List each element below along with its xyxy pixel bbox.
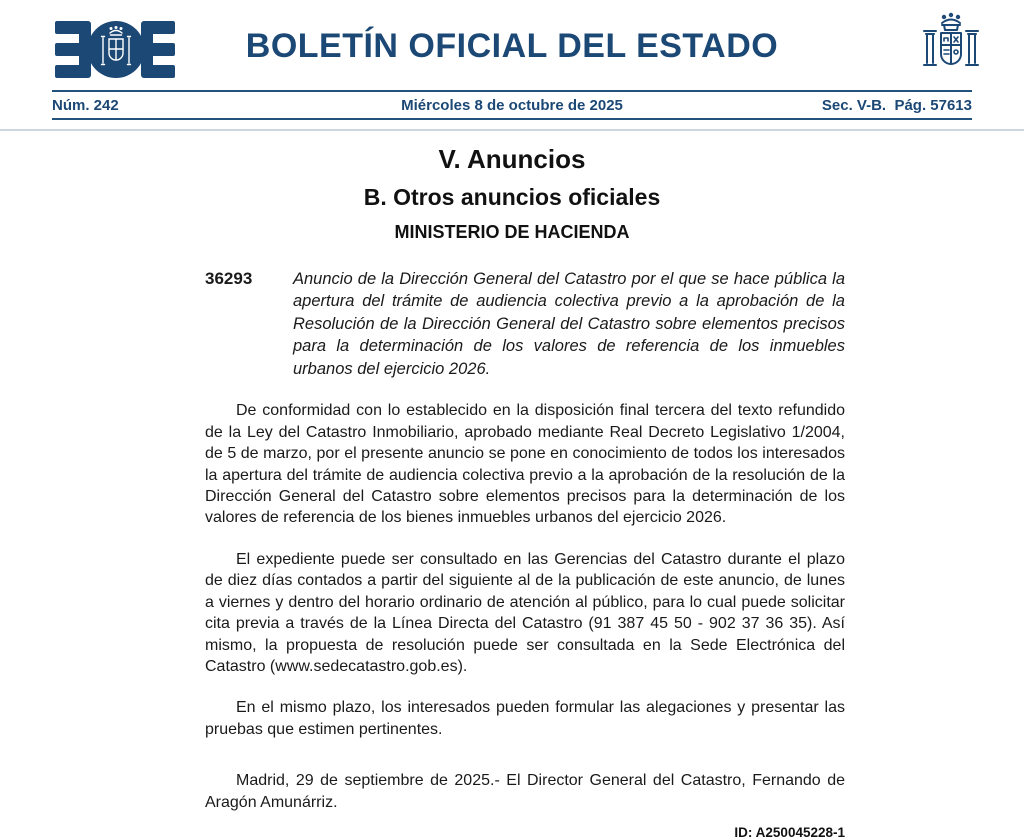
announcement-header xyxy=(205,268,845,380)
spain-coat-of-arms-icon xyxy=(916,11,986,87)
paragraph-signature: Madrid, 29 de septiembre de 2025.- El Director General del Catastro, Fernando de Aragón Amunárriz. xyxy=(205,772,845,811)
issue-date: Miércoles 8 de octubre de 2025 xyxy=(401,96,623,114)
announcement-number: 36293 xyxy=(205,269,253,288)
ministry-title: MINISTERIO DE HACIENDA xyxy=(394,222,630,242)
section-page: Sec. V-B. Pág. 57613 xyxy=(821,96,972,114)
paragraph-legal-basis: De conformidad con lo establecido en la disposición final tercera del texto refundido de la Ley del Catastro Inmobiliario, aprobado mediante Real Decreto Legislativo 1/2004, de 5 de marzo, por el presente anuncio se pone en conocimiento de todos los interesados la apertura del trámite de audiencia colectiva previo a la aprobación de la resolución de la Dirección General del Catastro sobre elementos precisos para la determinación de los valores de referencia de los bienes inmuebles urbanos del ejercicio 2026. xyxy=(205,402,845,527)
masthead xyxy=(0,0,1024,90)
issue-info-row xyxy=(52,92,972,118)
announcement-summary: Anuncio de la Dirección General del Catastro por el que se hace pública la apertura del trámite de audiencia colectiva previo a la aprobación de la Resolución de la Dirección General del Catastro sobre elementos precisos para la determinación de los valores de referencia de los inmuebles urbanos del ejercicio 2026. xyxy=(293,270,845,378)
document-body xyxy=(0,144,1024,840)
content-divider xyxy=(0,129,1024,131)
document-id: ID: A250045228-1 xyxy=(734,825,845,840)
paragraph-consultation: El expediente puede ser consultado en las Gerencias del Catastro durante el plazo de diez días contados a partir del siguiente al de la publicación de este anuncio, de lunes a viernes y dentro del horario ordinario de atención al público, para lo cual puede solicitar cita previa a través de la Línea Directa del Catastro (91 387 45 50 - 902 37 36 35). Así mismo, la propuesta de resolución puede ser consultada en la Sede Electrónica del Catastro (www.sedecatastro.gob.es). xyxy=(205,550,845,675)
header-rule-bottom xyxy=(52,118,972,120)
page-title: BOLETÍN OFICIAL DEL ESTADO xyxy=(245,27,779,65)
paragraph-allegations: En el mismo plazo, los interesados pueden formular las alegaciones y presentar las pruebas que estimen pertinentes. xyxy=(205,699,845,738)
issue-number: Núm. 242 xyxy=(52,96,119,114)
section-title: V. Anuncios xyxy=(438,144,586,174)
subsection-title: B. Otros anuncios oficiales xyxy=(363,184,661,210)
